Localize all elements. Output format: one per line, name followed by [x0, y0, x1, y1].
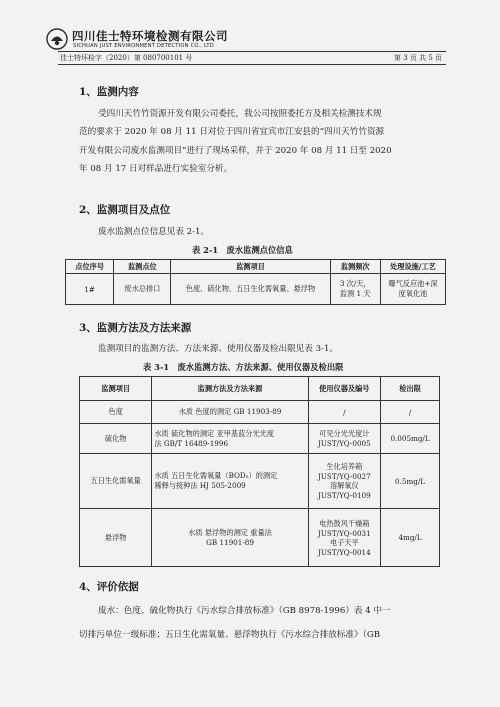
- table-cell: [380, 274, 445, 305]
- cell-line: JUST/YQ-0014: [317, 547, 371, 557]
- table-caption: 表 3-1 废水监测方法、方法来源、使用仪器及检出限: [143, 362, 344, 372]
- cell-line: 生化培养箱: [326, 462, 363, 471]
- section4-paragraph-cont: [79, 626, 380, 645]
- cell-line: JUST/YQ-0109: [317, 491, 371, 500]
- cell-line: 电子天平: [329, 537, 359, 547]
- table-cell: /: [381, 401, 440, 424]
- paragraph-line: 范的要求于 2020 年 08 月 11 日对位于四川省宜宾市江安县的“四川天竹竹资源: [79, 127, 385, 137]
- section3-intro: [98, 340, 338, 359]
- table-row: [80, 454, 440, 509]
- cell-line: 法 GB/T 16489-1996: [154, 438, 229, 448]
- cell-line: GB 11901-89: [206, 538, 254, 547]
- document-code: 佳士特环检字（2020）第 080700101 号: [60, 54, 193, 62]
- table-cell: [152, 509, 308, 567]
- cell-line: 电热鼓风干燥箱: [319, 518, 370, 528]
- table-header-cell: 监测频次: [330, 260, 380, 274]
- cell-line: JUST/YQ-0005: [317, 439, 371, 448]
- table-header-cell: 监测项目: [171, 260, 330, 274]
- cell-line: 水质 硫化物的测定 亚甲基蓝分光光度: [154, 428, 275, 438]
- scan-watermark: [488, 330, 498, 420]
- table-cell: 色度、硫化物、五日生化需氧量、悬浮物: [171, 274, 330, 305]
- table-cell: 色度: [80, 401, 152, 424]
- table-cell: [308, 401, 380, 424]
- monitoring-point-table: [65, 259, 446, 305]
- paragraph-line: 开发有限公司废水监测项目”进行了现场采样，并于 2020 年 08 月 11 日至 2020: [79, 145, 392, 156]
- table-cell: [330, 274, 380, 305]
- table-cell: [308, 509, 380, 567]
- section1-paragraph: [98, 105, 382, 124]
- paragraph-line: 废水监测点位信息见表 2-1。: [98, 227, 210, 237]
- table-header-cell: 处理设施/工艺: [380, 260, 445, 274]
- paragraph-line: 年 08 月 17 日对样品进行实验室分析。: [79, 164, 233, 174]
- paragraph-line: 废水：色度、硫化物执行《污水综合排放标准》（GB 8978-1996）表 4 中一: [98, 606, 391, 616]
- section-title: 3、监测方法及方法来源: [79, 322, 192, 334]
- cell-line: 水质 色度的测定 GB 11903-89: [178, 407, 282, 416]
- section2-intro: [98, 223, 209, 242]
- table-row: [80, 401, 440, 424]
- table-cell: 0.005mg/L: [381, 424, 440, 454]
- cell-line: JUST/YQ-0027: [317, 472, 371, 481]
- paragraph-line: 监测项目的监测方法、方法来源、使用仪器及检出限见表 3-1。: [98, 344, 339, 354]
- section-title: 4、评价依据: [79, 581, 139, 593]
- table-header-cell: 监测项目: [80, 377, 152, 401]
- table-header-cell: 点位序号: [66, 260, 114, 274]
- cell-line: 度氧化池: [398, 289, 428, 298]
- company-name-en: SICHUAN JUST ENVIRONMENT DETECTION CO., LTD: [73, 43, 214, 49]
- table-header-cell: 监测点位: [114, 260, 171, 274]
- cell-line: 3 次/天，: [339, 279, 371, 288]
- table-header-row: [66, 260, 446, 274]
- cell-line: 可见分光光度计: [319, 429, 370, 438]
- table-cell: 硫化物: [80, 424, 152, 454]
- table-cell: 1#: [66, 274, 114, 305]
- table-cell: [152, 424, 308, 454]
- table-cell: [152, 401, 308, 424]
- table-cell: [308, 424, 380, 454]
- company-name-cn: 四川佳士特环境检测有限公司: [72, 29, 228, 43]
- cell-line: 曝气反应池+深: [388, 279, 438, 288]
- table-header-cell: 监测方法及方法来源: [152, 377, 308, 401]
- section4-paragraph: [98, 602, 391, 621]
- cell-line: JUST/YQ-0031: [317, 528, 371, 538]
- cell-line: 监测 1 天: [339, 289, 371, 298]
- company-logo-icon: [46, 28, 68, 50]
- table-caption: 表 2-1 废水监测点位信息: [192, 245, 293, 255]
- section-title: 2、监测项目及点位: [79, 204, 171, 216]
- table-cell: 五日生化需氧量: [80, 454, 152, 509]
- page-number: 第 3 页 共 5 页: [394, 54, 443, 62]
- cell-line: 水质 悬浮物的测定 重量法: [188, 528, 272, 537]
- cell-line: 稀释与接种法 HJ 505-2009: [154, 481, 246, 490]
- table-header-row: [80, 377, 440, 401]
- table-row: [80, 509, 440, 567]
- cell-line: 溶解氧仪: [329, 481, 359, 490]
- header-rule-bottom: [58, 64, 446, 65]
- table-header-cell: 使用仪器及编号: [308, 377, 380, 401]
- paragraph-line: 切排污单位一级标准；五日生化需氧量、悬浮物执行《污水综合排放标准》（GB: [79, 630, 381, 640]
- table-cell: 废水总排口: [114, 274, 171, 305]
- table-row: [80, 424, 440, 454]
- paragraph-line: 受四川天竹竹资源开发有限公司委托，我公司按照委托方及相关检测技术规: [98, 109, 382, 119]
- cell-line: /: [343, 407, 346, 417]
- section1-paragraph-cont: [79, 123, 392, 179]
- table-header-cell: 检出限: [381, 377, 440, 401]
- section-title: 1、监测内容: [79, 86, 139, 98]
- table-cell: [308, 454, 380, 509]
- table-row: [66, 274, 446, 305]
- table-cell: 0.5mg/L: [381, 454, 440, 509]
- cell-line: 水质 五日生化需氧量（BOD₅）的测定: [154, 471, 278, 480]
- method-table: [79, 376, 440, 567]
- table-cell: 悬浮物: [80, 509, 152, 567]
- table-cell: 4mg/L: [381, 509, 440, 567]
- table-cell: [152, 454, 308, 509]
- header-rule-top: [58, 51, 446, 52]
